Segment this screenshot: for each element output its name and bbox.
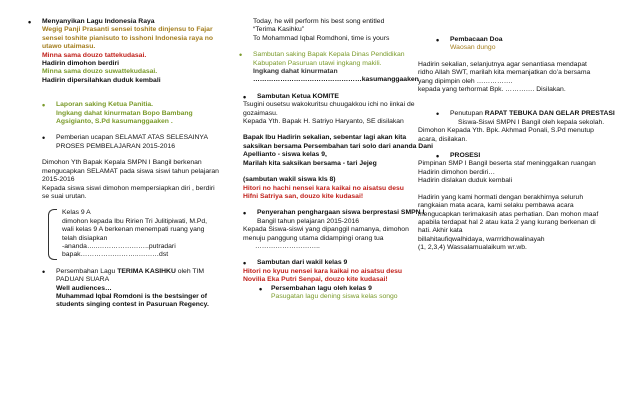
column-3 bbox=[418, 36, 618, 253]
text-line: sensei toshite pianisuto to isshoni Indonesia raya no bbox=[42, 34, 214, 42]
text-line: rangkaian mata acara, kami selaku pembawa acara bbox=[418, 202, 574, 210]
text-line: gozaimasu. bbox=[243, 109, 278, 117]
column-2 bbox=[243, 18, 434, 301]
text-line: Hadirin yang kami hormati dengan berakhirnya seluruh bbox=[418, 193, 584, 201]
section-indonesia-raya-title: • Menyanyikan Lagu Indonesia Raya bbox=[42, 18, 220, 26]
text-line: Bangil tahun pelajaran 2015-2016 bbox=[257, 217, 360, 225]
text-line: billahitaufiqwalhidaya, warrridhowalinayah bbox=[418, 235, 545, 243]
text-line: se suai urutan. bbox=[42, 192, 87, 200]
section-prosesi-title: • PROSESI bbox=[450, 152, 618, 160]
text-line: Ingkang dahat kinurmatan Bopo Bambang bbox=[56, 109, 193, 117]
text-line: kepada yang terhormat Bpk. …………. Disilakan. bbox=[418, 86, 566, 94]
text-line: Minna sama douzo suwattekudasai. bbox=[42, 68, 158, 76]
section-lagu-kelas-9-title: • Persembahan lagu oleh kelas 9 bbox=[271, 285, 423, 293]
text-line: utawo utaimasu. bbox=[42, 43, 96, 51]
brace-icon bbox=[48, 209, 57, 259]
text-line: Kepada siswa siswi dimohon mempersiapkan diri , berdiri bbox=[42, 184, 215, 192]
text-line: PADUAN SUARA bbox=[56, 276, 110, 284]
text-line: Waosan dungo bbox=[450, 44, 496, 52]
text-line: Tsugini ousetsu wakokuritsu chuugakkou ichi no iinkai de bbox=[243, 101, 415, 109]
text-line: To Mohammad Iqbal Romdhoni, time is yours bbox=[253, 34, 390, 42]
text-line: 2015-2016 bbox=[42, 176, 75, 184]
text-line: Hadirin dimohon berdiri bbox=[42, 60, 120, 68]
section-wakil-kelas-9-title: • Sambutan dari wakil kelas 9 bbox=[257, 259, 423, 267]
section-paduan-suara-title: • Persembahan Lagu TERIMA KASIHKU oleh TIM bbox=[56, 268, 220, 276]
text-line: Ingkang dahat kinurmatan bbox=[253, 68, 338, 76]
text-line: mengucapkan terimakasih atas perhatian. Dan mohon maaf bbox=[418, 210, 599, 218]
text-line: Kepada Siswa-siswi yang dipanggil namanya, dimohon bbox=[243, 226, 409, 234]
class-9a-box bbox=[48, 209, 220, 259]
text-line: acara, disilakan. bbox=[418, 135, 468, 143]
text-line: hati. Akhir kata bbox=[418, 227, 463, 235]
text-line: saksikan bersama Persembahan tari solo dari ananda Dani bbox=[243, 142, 434, 150]
text-line: Bapak Ibu Hadirin sekalian, sebentar lagi akan kita bbox=[243, 134, 407, 142]
text-line: Hitori no hachi nensei kara kaikai no aisatsu desu bbox=[243, 184, 404, 192]
text-line: Hadirin dimohon berdiri… bbox=[418, 168, 496, 176]
text-line: Hifni Satriya san, douzo kite kudasai! bbox=[243, 192, 364, 200]
text-line: Hadirin sekalian, selanjutnya agar senantiasa mendapat bbox=[418, 60, 587, 68]
text-line: telah disiapkan bbox=[62, 234, 108, 242]
text-line: Muhammad Iqbal Romdoni is the bestsinger of bbox=[56, 292, 208, 300]
text-line: Apellianto - siswa kelas 9, bbox=[243, 151, 327, 159]
text-line: Dimohon Yth Bapak Kepala SMPN I Bangil berkenan bbox=[42, 159, 202, 167]
text-line: “Terima Kasihku” bbox=[253, 26, 304, 34]
text-line: (sambutan wakil siswa kls 8) bbox=[243, 176, 336, 184]
section-penutupan-title: • Penutupan RAPAT TEBUKA DAN GELAR PRESTASI bbox=[450, 110, 618, 118]
text-line: Kelas 9 A bbox=[62, 209, 91, 217]
text-line: Wegig Panji Prasanti sensei toshite dinjensu to Fajar bbox=[42, 26, 213, 34]
text-line: wali kelas 9 A berkenan menempati ruang yang bbox=[62, 226, 205, 234]
column-1 bbox=[42, 18, 220, 310]
text-line: Hadirin dislakan duduk kembali bbox=[418, 177, 513, 185]
text-line: apabila terdapat hal 2 atau kata 2 yang kurang berkenan di bbox=[418, 218, 596, 226]
text-line: …………………………………………kasumanggaaken bbox=[253, 76, 419, 84]
text-line: mengucapkan SELAMAT pada siswa siswi tahun pelajaran bbox=[42, 167, 219, 175]
text-line: Novilia Eka Putri Senpai, douzo kite kudasai! bbox=[243, 276, 388, 284]
section-ucapan-title: • Pemberian ucapan SELAMAT ATAS SELESAINYA bbox=[56, 134, 220, 142]
text-line: Pasugatan lagu dening siswa kelas songo bbox=[271, 292, 398, 300]
section-dinas-title: • Sambutan saking Bapak Kepala Dinas Pendidikan bbox=[253, 51, 423, 59]
text-line: yang dipimpin oleh ……………. bbox=[418, 77, 513, 85]
text-line: Marilah kita saksikan bersama - tari Jejeg bbox=[243, 159, 377, 167]
section-laporan-title: • Laporan saking Ketua Panitia. bbox=[56, 101, 220, 109]
text-line: Well audiences… bbox=[56, 284, 112, 292]
section-doa-title: • Pembacaan Doa bbox=[450, 36, 618, 44]
text-line: Kabupaten Pasuruan utawi ingkang makili. bbox=[253, 59, 382, 67]
section-komite-title: • Sambutan Ketua KOMITE bbox=[257, 93, 423, 101]
text-line: Pimpinan SMP I Bangil beserta staf meninggalkan ruangan bbox=[418, 160, 596, 168]
text-line: Hitori no kyuu nensei kara kaikai no aisatsu desu bbox=[243, 267, 403, 275]
text-line: Kepada Yth. Bapak H. Satriyo Haryanto, SE disilakan bbox=[243, 118, 404, 126]
text-line: Today, he will perform his best song entitled bbox=[253, 18, 385, 25]
text-line: Agsigianto, S.Pd kasumanggaaken . bbox=[56, 118, 173, 126]
text-line: menuju panggung utama didampingi orang tua bbox=[243, 234, 384, 242]
text-line: Minna sama douzo tattekudasai. bbox=[42, 51, 147, 59]
text-line: (1, 2,3,4) Wassalamualaikum wr.wb. bbox=[418, 244, 527, 252]
text-line: Siswa-Siswi SMPN I Bangil oleh kepala sekolah. bbox=[458, 118, 605, 126]
text-line: Dimohon Kepada Yth. Bpk. Akhmad Ponali, S.Pd menutup bbox=[418, 127, 594, 135]
text-line: -ananda…..…………………..putradari bbox=[62, 242, 176, 250]
text-line: PROSES PEMBELAJARAN 2015-2016 bbox=[56, 142, 176, 150]
text-line: students singing contest in Pasuruan Regency. bbox=[56, 301, 209, 309]
text-line: Hadirin dipersilahkan duduk kembali bbox=[42, 76, 161, 84]
text-line: bapak……………………..………dst bbox=[62, 251, 169, 259]
text-line: dimohon kepada Ibu Ririen Tri Julitipiwati, M.Pd, bbox=[62, 217, 208, 225]
text-line: ridho Allah SWT, marilah kita memanjatkan do’a bersama bbox=[418, 69, 591, 77]
section-penghargaan-title: • Penyerahan penghargaan siswa berprestasi SMPN I bbox=[257, 209, 423, 217]
text-line: ……………………….. bbox=[255, 242, 320, 250]
